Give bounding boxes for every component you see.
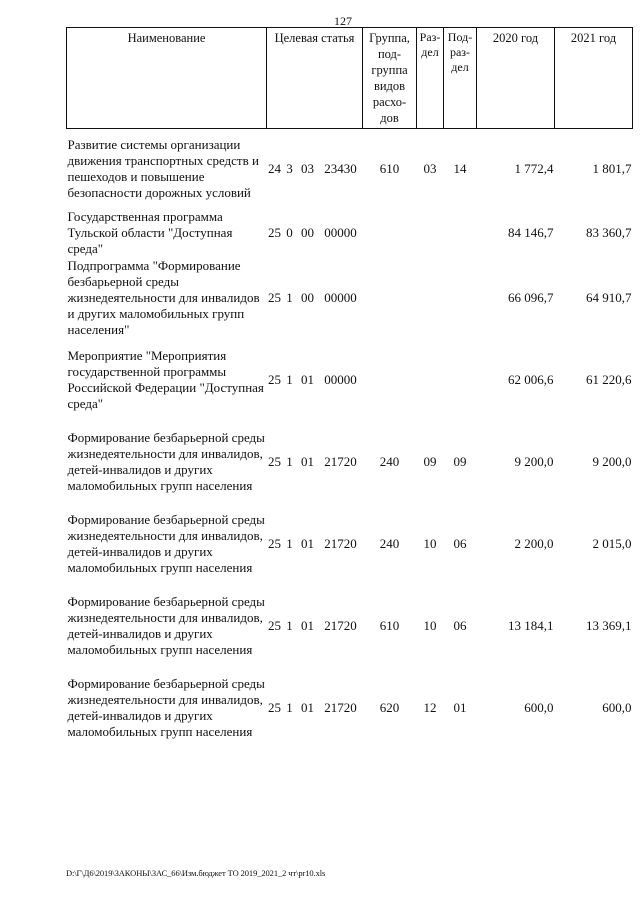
row-name: Подпрограмма "Формирование безбарьерной среды жизнедеятельности для инвалидов и других маломобильных групп населения" (67, 257, 260, 337)
target-code-event: 01 (301, 371, 314, 387)
subsection-code: 14 (453, 160, 467, 176)
section-code: 10 (423, 535, 437, 551)
target-code-subprogram: 1 (286, 453, 293, 469)
amount-2020: 600,0 (524, 699, 554, 715)
expense-group-code: 620 (379, 699, 400, 715)
table-row (67, 421, 633, 503)
expense-group-code: 610 (379, 160, 400, 176)
target-code-event: 01 (301, 699, 314, 715)
subsection-code (444, 209, 477, 257)
subsection-code: 06 (453, 617, 467, 633)
subsection-code (444, 257, 477, 339)
row-name: Формирование безбарьерной среды жизнедеятельности для инвалидов, детей-инвалидов и других маломобильных групп населения (67, 593, 265, 657)
target-code-event: 00 (301, 224, 314, 240)
section-code (417, 257, 444, 339)
row-name: Государственная программа Тульской области "Доступная среда" (67, 208, 233, 256)
budget-table (66, 27, 633, 749)
target-code-program: 25 (268, 371, 281, 387)
target-code-direction: 00000 (324, 371, 357, 387)
target-code-program: 25 (268, 617, 281, 633)
row-name: Формирование безбарьерной среды жизнедеятельности для инвалидов, детей-инвалидов и других маломобильных групп населения (67, 511, 265, 575)
target-code-event: 03 (301, 160, 314, 176)
target-code-event: 01 (301, 535, 314, 551)
target-code-program: 25 (268, 224, 281, 240)
header-name: Наименование (67, 28, 267, 129)
header-subsection: Под-раз-дел (444, 28, 477, 129)
amount-2020: 1 772,4 (514, 160, 554, 176)
expense-group-code: 610 (379, 617, 400, 633)
target-code-direction: 21720 (324, 699, 357, 715)
header-target-article: Целевая статья (267, 28, 363, 129)
amount-2021: 64 910,7 (586, 289, 632, 305)
page-number: 127 (334, 14, 352, 28)
amount-2021: 1 801,7 (592, 160, 632, 176)
section-code (417, 339, 444, 421)
table-header-row (67, 28, 633, 129)
expense-group-code (363, 257, 417, 339)
expense-group-code: 240 (379, 453, 400, 469)
target-code-subprogram: 1 (286, 699, 293, 715)
amount-2020: 13 184,1 (508, 617, 554, 633)
table-row (67, 257, 633, 339)
amount-2021: 9 200,0 (592, 453, 632, 469)
target-code-direction: 00000 (324, 224, 357, 240)
amount-2021: 83 360,7 (586, 224, 632, 240)
target-code-subprogram: 1 (286, 617, 293, 633)
target-code-direction: 23430 (324, 160, 357, 176)
expense-group-code: 240 (379, 535, 400, 551)
section-code (417, 209, 444, 257)
subsection-code: 09 (453, 453, 467, 469)
subsection-code: 06 (453, 535, 467, 551)
target-code-subprogram: 3 (286, 160, 293, 176)
target-code-event: 01 (301, 453, 314, 469)
row-name: Формирование безбарьерной среды жизнедеятельности для инвалидов, детей-инвалидов и других маломобильных групп населения (67, 675, 265, 739)
subsection-code (444, 339, 477, 421)
target-code-direction: 21720 (324, 535, 357, 551)
target-code-program: 25 (268, 289, 281, 305)
target-code-program: 25 (268, 535, 281, 551)
table-row (67, 339, 633, 421)
amount-2021: 600,0 (602, 699, 632, 715)
footer-file-path: D:\Г\Д6\2019\ЗАКОНЫ\ЗАС_66\Изм.бюджет ТО 2019_2021_2 чт\pr10.xls (66, 868, 326, 878)
row-name: Формирование безбарьерной среды жизнедеятельности для инвалидов, детей-инвалидов и других маломобильных групп населения (67, 429, 265, 493)
target-code-direction: 21720 (324, 617, 357, 633)
subsection-code: 01 (453, 699, 467, 715)
table-row (67, 129, 633, 209)
amount-2021: 2 015,0 (592, 535, 632, 551)
target-code-event: 01 (301, 617, 314, 633)
target-code-subprogram: 1 (286, 535, 293, 551)
target-code-subprogram: 1 (286, 289, 293, 305)
row-name: Развитие системы организации движения транспортных средств и пешеходов и повышение безопасности дорожных условий (67, 136, 259, 200)
amount-2020: 66 096,7 (508, 289, 554, 305)
target-code-subprogram: 1 (286, 371, 293, 387)
section-code: 09 (423, 453, 437, 469)
target-code-event: 00 (301, 289, 314, 305)
target-code-program: 25 (268, 699, 281, 715)
target-code-program: 24 (268, 160, 281, 176)
row-name: Мероприятие "Мероприятия государственной программы Российской Федерации "Доступная среда" (67, 347, 264, 411)
header-section: Раз-дел (417, 28, 444, 129)
table-row (67, 585, 633, 667)
amount-2020: 84 146,7 (508, 224, 554, 240)
target-code-direction: 00000 (324, 289, 357, 305)
table-row (67, 503, 633, 585)
amount-2021: 13 369,1 (586, 617, 632, 633)
amount-2020: 2 200,0 (514, 535, 554, 551)
table-row (67, 209, 633, 257)
header-year-2021: 2021 год (555, 28, 633, 129)
header-year-2020: 2020 год (477, 28, 555, 129)
amount-2021: 61 220,6 (586, 371, 632, 387)
target-code-program: 25 (268, 453, 281, 469)
target-code-subprogram: 0 (286, 224, 293, 240)
header-expense-group: Группа, под-группа видов расхо-дов (363, 28, 417, 129)
target-code-direction: 21720 (324, 453, 357, 469)
section-code: 10 (423, 617, 437, 633)
table-row (67, 667, 633, 749)
amount-2020: 9 200,0 (514, 453, 554, 469)
expense-group-code (363, 209, 417, 257)
section-code: 03 (423, 160, 437, 176)
amount-2020: 62 006,6 (508, 371, 554, 387)
expense-group-code (363, 339, 417, 421)
section-code: 12 (423, 699, 437, 715)
